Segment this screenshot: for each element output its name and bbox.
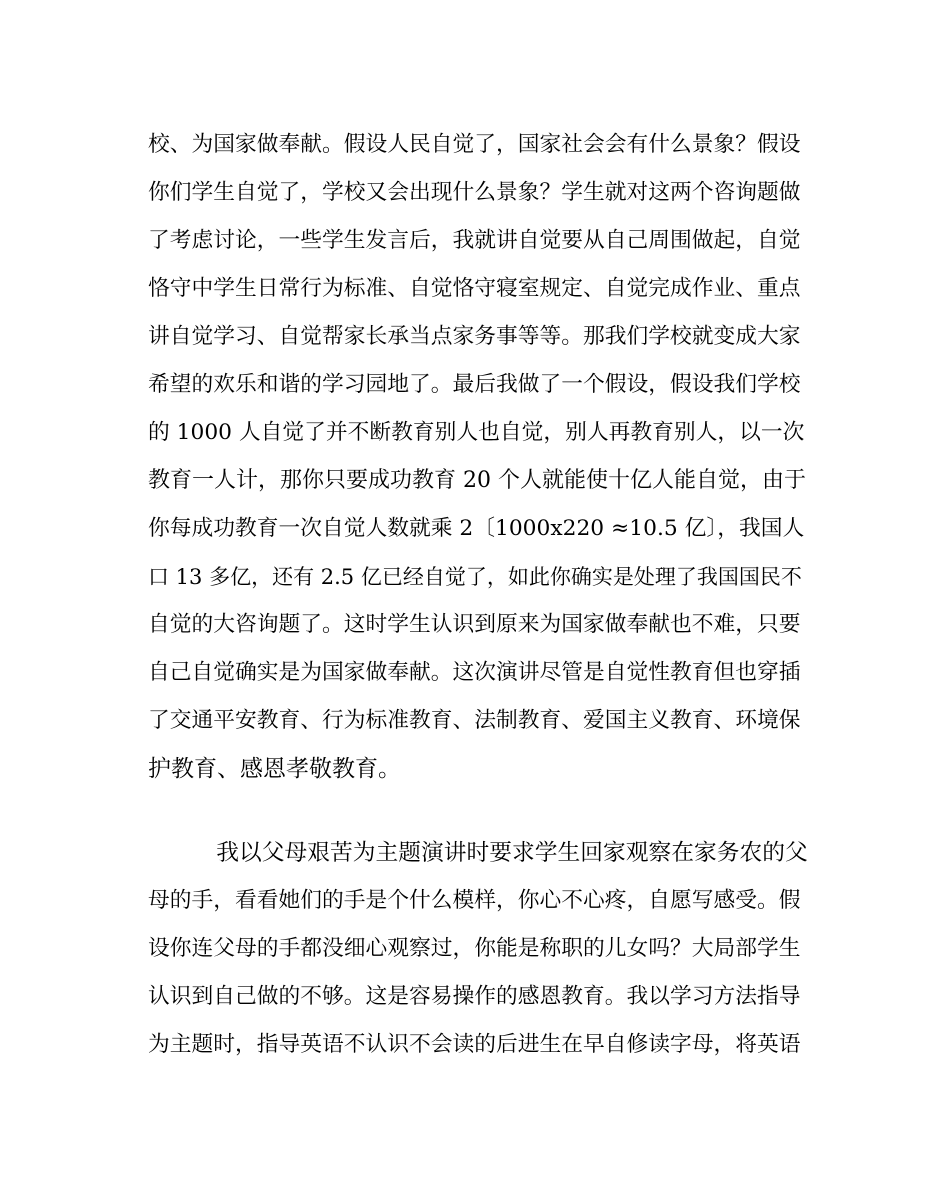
text-line: 认识到自己做的不够。这是容易操作的感恩教育。我以学习方法指导 <box>148 984 801 1009</box>
text-line: 母的手，看看她们的手是个什么模样，你心不心疼，自愿写感受。假 <box>148 888 801 913</box>
text-line: 为主题时，指导英语不认识不会读的后进生在早自修读字母，将英语 <box>148 1032 801 1057</box>
text-line: 护教育、感恩孝敬教育。 <box>148 756 401 782</box>
text-line: 的 1000 人自觉了并不断教育别人也自觉，别人再教育别人，以一次 <box>148 420 805 445</box>
text-line: 你每成功教育一次自觉人数就乘 2〔1000x220 ≈10.5 亿〕，我国人 <box>148 516 805 541</box>
text-line: 自觉的大咨询题了。这时学生认识到原来为国家做奉献也不难，只要 <box>148 612 801 637</box>
text-line: 设你连父母的手都没细心观察过，你能是称职的儿女吗？大局部学生 <box>148 936 801 961</box>
text-line: 希望的欢乐和谐的学习园地了。最后我做了一个假设，假设我们学校 <box>148 372 801 397</box>
text-line: 自己自觉确实是为国家做奉献。这次演讲尽管是自觉性教育但也穿插 <box>148 660 801 685</box>
text-line: 口 13 多亿，还有 2.5 亿已经自觉了，如此你确实是处理了我国国民不 <box>148 565 802 589</box>
text-line: 了交通平安教育、行为标准教育、法制教育、爱国主义教育、环境保 <box>148 708 801 733</box>
text-line: 讲自觉学习、自觉帮家长承当点家务事等等。那我们学校就变成大家 <box>148 324 801 349</box>
text-line: 我以父母艰苦为主题演讲时要求学生回家观察在家务农的父 <box>148 840 808 866</box>
text-line: 了考虑讨论，一些学生发言后，我就讲自觉要从自己周围做起，自觉 <box>148 228 801 253</box>
text-line: 校、为国家做奉献。假设人民自觉了，国家社会会有什么景象？假设 <box>148 132 801 157</box>
text-line: 教育一人计，那你只要成功教育 20 个人就能使十亿人能自觉，由于 <box>148 468 806 493</box>
text-line: 你们学生自觉了，学校又会出现什么景象？学生就对这两个咨询题做 <box>148 180 801 205</box>
text-line: 恪守中学生日常行为标准、自觉恪守寝室规定、自觉完成作业、重点 <box>148 276 801 301</box>
